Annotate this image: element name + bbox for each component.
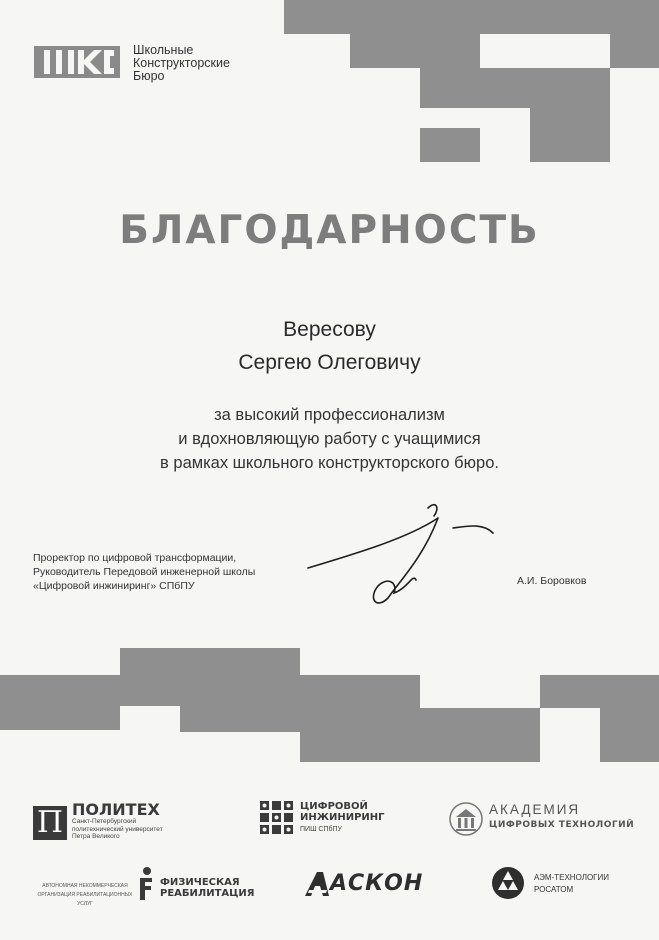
- physrehab-logo-name: [160, 877, 254, 899]
- ksb-logo-line: Бюро: [133, 69, 165, 83]
- academy-logo-subtitle: ЦИФРОВЫХ ТЕХНОЛОГИЙ: [489, 820, 635, 830]
- politeh-logo-subtitle: [72, 818, 163, 841]
- certificate-title: БЛАГОДАРНОСТЬ: [119, 208, 540, 253]
- signatory-role-line: «Цифровой инжиниринг» СПбПУ: [33, 580, 195, 592]
- physrehab-line: РЕАБИЛИТАЦИЯ: [160, 888, 255, 899]
- ksb-logo-line: Школьные: [133, 43, 194, 57]
- physrehab-line: ФИЗИЧЕСКАЯ: [160, 877, 240, 888]
- signatory-role: [33, 551, 255, 593]
- reason-line: в рамках школьного конструкторского бюро.: [160, 454, 499, 472]
- academy-logo-icon: [448, 801, 484, 837]
- politeh-logo-icon: П: [33, 806, 67, 840]
- decor-block: [420, 128, 480, 162]
- reason-line: и вдохновляющую работу с учащимися: [178, 430, 481, 448]
- award-reason: [0, 403, 659, 475]
- handwritten-signature: [298, 498, 498, 618]
- cifra-line: ЦИФРОВОЙ: [300, 801, 368, 812]
- signatory-name: А.И. Боровков: [517, 575, 587, 587]
- cifra-logo-name: [300, 801, 385, 823]
- decor-block: [610, 34, 659, 68]
- ksb-logo-text: [133, 44, 230, 83]
- aem-line: АЭМ-ТЕХНОЛОГИИ: [534, 873, 610, 882]
- decor-block: [530, 108, 610, 162]
- decor-block: [120, 648, 300, 706]
- decor-block: [480, 68, 610, 108]
- decor-block: [420, 34, 480, 108]
- decor-block: [420, 708, 540, 762]
- aem-logo-icon: [491, 866, 525, 900]
- cifra-logo-icon: [260, 801, 294, 835]
- reason-line: за высокий профессионализм: [214, 406, 445, 424]
- decor-block: [0, 675, 120, 730]
- decor-block: [300, 675, 420, 706]
- signatory-role-line: Руководитель Передовой инженерной школы: [33, 566, 256, 578]
- ksb-logo-icon: [34, 46, 120, 78]
- politeh-logo-name: ПОЛИТЕХ: [72, 800, 160, 819]
- recipient-line: Вересову: [283, 318, 376, 341]
- politeh-sub-line: Санкт-Петербургский: [72, 818, 137, 825]
- decor-block: [540, 675, 659, 708]
- ksb-logo-line: Конструкторские: [133, 56, 230, 70]
- politeh-sub-line: Петра Великого: [72, 833, 120, 840]
- physrehab-logo-icon: [137, 866, 157, 902]
- decor-block: [300, 732, 420, 762]
- decor-block: [284, 0, 659, 34]
- aem-logo-name: [534, 872, 609, 896]
- recipient-line: Сергею Олеговичу: [238, 351, 421, 374]
- decor-block: [600, 708, 659, 762]
- ascon-logo-name: АСКОН: [330, 871, 424, 896]
- aem-line: РОСАТОМ: [534, 885, 574, 894]
- recipient-name: [0, 313, 659, 379]
- physrehab-org-caption: [36, 882, 134, 909]
- signatory-role-line: Проректор по цифровой трансформации,: [33, 552, 237, 564]
- cifra-logo-subtitle: ПИШ СПбПУ: [300, 826, 342, 833]
- academy-logo-name: АКАДЕМИЯ: [489, 802, 581, 817]
- decor-block: [180, 706, 420, 732]
- physrehab-org-line: АВТОНОМНАЯ НЕКОММЕРЧЕСКАЯ: [42, 883, 128, 889]
- physrehab-org-line: ОРГАНИЗАЦИЯ РЕАБИЛИТАЦИОННЫХ УСЛУГ: [37, 892, 133, 907]
- politeh-sub-line: политехнический университет: [72, 825, 163, 833]
- cifra-line: ИНЖИНИРИНГ: [300, 812, 385, 823]
